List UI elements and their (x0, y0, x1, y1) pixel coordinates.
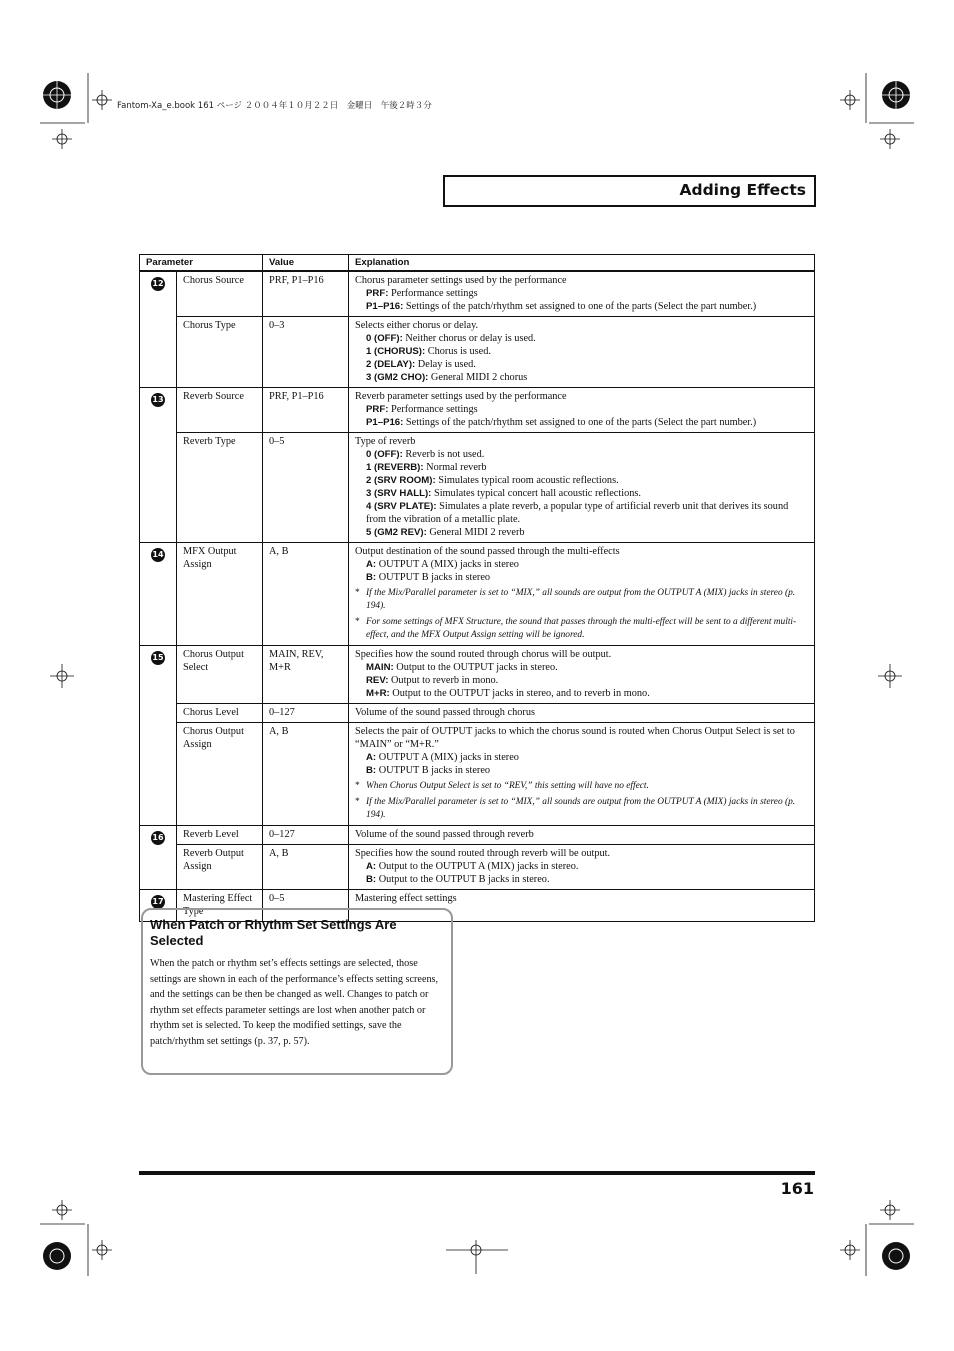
option-text: Delay is used. (415, 359, 476, 370)
option-text: OUTPUT A (MIX) jacks in stereo (376, 559, 519, 570)
option-text: Performance settings (388, 404, 478, 415)
info-box (141, 908, 453, 1075)
explanation-text: Reverb parameter settings used by the performance (355, 391, 567, 402)
group-number-badge: 16 (151, 831, 165, 845)
table-row (140, 433, 815, 543)
option-key: 1 (CHORUS): (366, 346, 426, 357)
option-item (355, 558, 808, 571)
parameter-explanation (349, 646, 815, 704)
column-header-parameter: Parameter (140, 255, 263, 272)
option-key: 4 (SRV PLATE): (366, 501, 437, 512)
option-key: PRF: (366, 288, 389, 299)
option-key: M+R: (366, 688, 390, 699)
option-text: General MIDI 2 chorus (428, 372, 528, 383)
group-number-cell (140, 543, 177, 646)
option-item (355, 674, 808, 687)
option-text: Output to reverb in mono. (388, 675, 499, 686)
table-row (140, 317, 815, 388)
option-item (355, 487, 808, 500)
option-item (355, 661, 808, 674)
parameter-name: Chorus Output Select (177, 646, 263, 704)
file-header: Fantom-Xa_e.book 161 ページ ２００４年１０月２２日 金曜日 午後２時３分 (117, 101, 432, 111)
parameter-value: 0–127 (263, 704, 349, 723)
option-key: 2 (DELAY): (366, 359, 416, 370)
option-text: Output to the OUTPUT jacks in stereo, and to reverb in mono. (389, 688, 650, 699)
parameter-value: A, B (263, 845, 349, 890)
parameter-explanation: Mastering effect settings (349, 890, 815, 922)
note (355, 796, 808, 822)
explanation-text: Chorus parameter settings used by the performance (355, 275, 567, 286)
parameter-value: 0–5 (263, 890, 349, 922)
group-number-cell (140, 826, 177, 890)
option-item (355, 764, 808, 777)
option-key: REV: (366, 675, 389, 686)
parameter-name: Reverb Level (177, 826, 263, 845)
option-key: B: (366, 765, 377, 776)
parameter-name: Reverb Source (177, 388, 263, 433)
option-key: A: (366, 861, 377, 872)
note (355, 780, 808, 793)
parameter-explanation (349, 388, 815, 433)
explanation-text: Output destination of the sound passed through the multi-effects (355, 546, 620, 557)
table-row (140, 723, 815, 826)
option-text: Normal reverb (423, 462, 487, 473)
option-item (355, 860, 808, 873)
parameter-explanation (349, 271, 815, 317)
parameter-value: A, B (263, 543, 349, 646)
parameter-value: PRF, P1–P16 (263, 388, 349, 433)
parameter-name: Chorus Level (177, 704, 263, 723)
explanation-text: Type of reverb (355, 436, 416, 447)
option-key: P1–P16: (366, 301, 404, 312)
registration-mark-bottom-left (40, 1198, 120, 1278)
option-item (355, 287, 808, 300)
option-key: 0 (OFF): (366, 449, 403, 460)
option-text: Simulates a plate reverb, a popular type of artificial reverb unit that derives its sound from the vibration of a metallic plate. (366, 501, 789, 525)
option-item (355, 687, 808, 700)
option-item (355, 461, 808, 474)
parameter-name: Chorus Type (177, 317, 263, 388)
note-asterisk: * (355, 617, 360, 627)
option-key: B: (366, 874, 377, 885)
parameter-explanation (349, 543, 815, 646)
section-title: Adding Effects (679, 181, 806, 199)
option-item (355, 474, 808, 487)
option-text: Reverb is not used. (402, 449, 485, 460)
option-item (355, 403, 808, 416)
option-key: 2 (SRV ROOM): (366, 475, 436, 486)
option-text: OUTPUT A (MIX) jacks in stereo (376, 752, 519, 763)
option-text: Chorus is used. (425, 346, 491, 357)
parameter-value: 0–3 (263, 317, 349, 388)
parameter-explanation (349, 723, 815, 826)
note-asterisk: * (355, 588, 360, 598)
option-item (355, 332, 808, 345)
option-key: 3 (GM2 CHO): (366, 372, 429, 383)
table-header-row (140, 255, 815, 272)
parameter-name: Reverb Type (177, 433, 263, 543)
option-key: B: (366, 572, 377, 583)
footer-rule (139, 1171, 815, 1175)
option-item (355, 873, 808, 886)
registration-mark-bottom-center (446, 1240, 510, 1274)
option-item (355, 571, 808, 584)
group-number-badge: 12 (151, 277, 165, 291)
explanation-text: Selects either chorus or delay. (355, 320, 479, 331)
option-item (355, 500, 808, 526)
option-text: Settings of the patch/rhythm set assigned to one of the parts (Select the part number.) (403, 417, 757, 428)
option-text: Output to the OUTPUT jacks in stereo. (393, 662, 558, 673)
note-asterisk: * (355, 797, 360, 807)
note-asterisk: * (355, 781, 360, 791)
parameter-explanation (349, 433, 815, 543)
parameter-explanation: Volume of the sound passed through chorus (349, 704, 815, 723)
option-text: Output to the OUTPUT A (MIX) jacks in stereo. (376, 861, 579, 872)
option-item (355, 448, 808, 461)
parameter-name: MFX Output Assign (177, 543, 263, 646)
parameter-name: Reverb Output Assign (177, 845, 263, 890)
parameter-explanation (349, 845, 815, 890)
option-text: Simulates typical room acoustic reflections. (435, 475, 619, 486)
option-key: A: (366, 559, 377, 570)
option-text: Simulates typical concert hall acoustic reflections. (431, 488, 641, 499)
option-item (355, 751, 808, 764)
option-key: P1–P16: (366, 417, 404, 428)
parameter-value: 0–5 (263, 433, 349, 543)
group-number-cell (140, 388, 177, 543)
note-text: If the Mix/Parallel parameter is set to “MIX,” all sounds are output from the OUTPUT A (MIX) jacks in stereo (p. 194). (366, 797, 796, 820)
option-text: Neither chorus or delay is used. (402, 333, 536, 344)
option-key: A: (366, 752, 377, 763)
explanation-text: Specifies how the sound routed through reverb will be output. (355, 848, 611, 859)
info-box-title: When Patch or Rhythm Set Settings Are Selected (150, 917, 397, 948)
group-number-badge: 13 (151, 393, 165, 407)
table-row (140, 845, 815, 890)
option-item (355, 416, 808, 429)
registration-mark-bottom-right (834, 1198, 914, 1278)
registration-mark-top-left (40, 73, 120, 171)
parameter-value: MAIN, REV, M+R (263, 646, 349, 704)
note-text: For some settings of MFX Structure, the sound that passes through the multi-effect will be sent to a different multi-effect, and the MFX Output Assign setting will be ignored. (366, 617, 797, 640)
table-row (140, 826, 815, 845)
column-header-value: Value (263, 255, 349, 272)
option-item (355, 345, 808, 358)
parameter-explanation (349, 317, 815, 388)
parameter-value: A, B (263, 723, 349, 826)
registration-mark-top-right (834, 73, 914, 171)
info-box-body: When the patch or rhythm set’s effects settings are selected, those settings are shown in each of the performance’s effects setting screens, and the settings can be then be changed as well. Changes to patch or rhythm set effects parameter settings are lost when another patch or rhythm set is selected. To keep the modified settings, save the patch/rhythm set settings (p. 37, p. 57). (150, 958, 439, 1047)
explanation-text: Selects the pair of OUTPUT jacks to which the chorus sound is routed when Chorus Output Select is set to “MAIN” or “M+R.” (355, 726, 795, 750)
option-text: General MIDI 2 reverb (426, 527, 525, 538)
page-number: 161 (780, 1179, 814, 1198)
column-header-explanation: Explanation (349, 255, 815, 272)
parameter-name: Chorus Output Assign (177, 723, 263, 826)
option-text: Settings of the patch/rhythm set assigned to one of the parts (Select the part number.) (403, 301, 757, 312)
group-number-badge: 14 (151, 548, 165, 562)
note-text: When Chorus Output Select is set to “REV,” this setting will have no effect. (366, 781, 649, 791)
option-text: Output to the OUTPUT B jacks in stereo. (376, 874, 550, 885)
option-item (355, 526, 808, 539)
note (355, 616, 808, 642)
note-text: If the Mix/Parallel parameter is set to “MIX,” all sounds are output from the OUTPUT A (MIX) jacks in stereo (p. 194). (366, 588, 796, 611)
group-number-badge: 15 (151, 651, 165, 665)
effects-parameter-table (139, 254, 815, 922)
table-row (140, 271, 815, 317)
table-row (140, 388, 815, 433)
option-text: Performance settings (388, 288, 478, 299)
parameter-value: PRF, P1–P16 (263, 271, 349, 317)
option-item (355, 358, 808, 371)
explanation-text: Specifies how the sound routed through chorus will be output. (355, 649, 612, 660)
registration-mark-mid-right (878, 664, 902, 688)
option-key: 5 (GM2 REV): (366, 527, 427, 538)
option-key: 1 (REVERB): (366, 462, 424, 473)
option-item (355, 371, 808, 384)
option-key: 3 (SRV HALL): (366, 488, 432, 499)
table-row (140, 704, 815, 723)
option-text: OUTPUT B jacks in stereo (376, 572, 491, 583)
group-number-badge: 17 (151, 895, 165, 909)
table-row (140, 543, 815, 646)
option-text: OUTPUT B jacks in stereo (376, 765, 491, 776)
parameter-name: Mastering Effect Type (177, 890, 263, 922)
parameter-explanation: Volume of the sound passed through reverb (349, 826, 815, 845)
group-number-cell (140, 646, 177, 826)
note (355, 587, 808, 613)
group-number-cell (140, 271, 177, 388)
table-row (140, 646, 815, 704)
option-key: MAIN: (366, 662, 394, 673)
section-title-box (443, 175, 816, 207)
option-key: 0 (OFF): (366, 333, 403, 344)
parameter-value: 0–127 (263, 826, 349, 845)
parameter-name: Chorus Source (177, 271, 263, 317)
option-key: PRF: (366, 404, 389, 415)
option-item (355, 300, 808, 313)
registration-mark-mid-left (50, 664, 74, 688)
